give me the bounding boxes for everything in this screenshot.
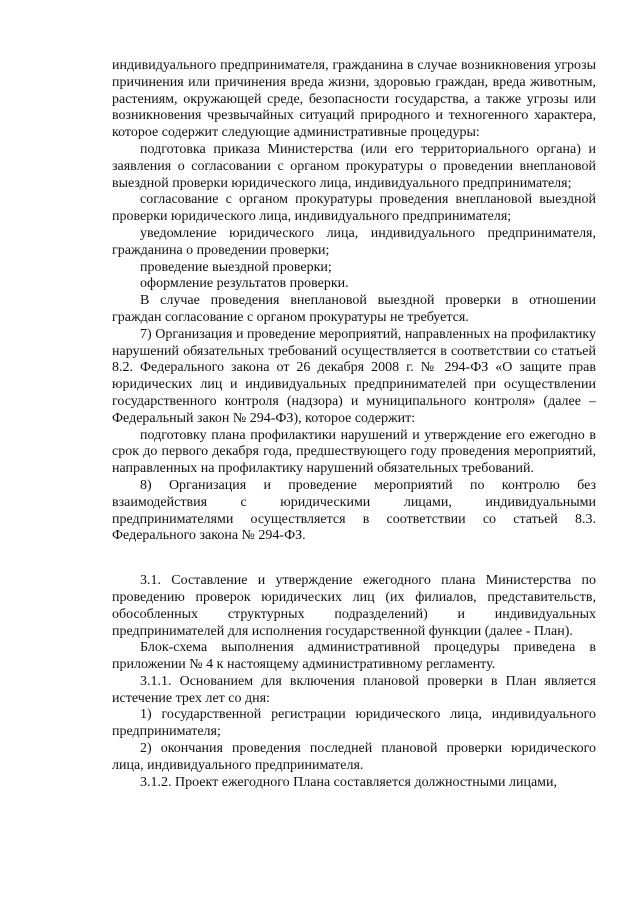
paragraph-item-8: 8) Организация и проведение мероприятий по контролю без взаимодействия с юридическими лицами, индивидуальными предпринимателями осуществляется в соответствии со статьей 8.3. Федерального закона № 294-ФЗ. [112, 477, 596, 544]
paragraph-notification: уведомление юридического лица, индивидуального предпринимателя, гражданина о проведении проверки; [112, 225, 596, 258]
paragraph-prosecutor-approval: согласование с органом прокуратуры проведения внеплановой выездной проверки юридического лица, индивидуального предпринимателя; [112, 192, 596, 225]
paragraph-last-inspection: 2) окончания проведения последней плановой проверки юридического лица, индивидуального предпринимателя. [112, 741, 596, 773]
section-gap [112, 545, 596, 573]
paragraph-onsite-inspection: проведение выездной проверки; [140, 259, 332, 275]
paragraph-flowchart-reference: Блок-схема выполнения административной процедуры приведена в приложении № 4 к настоящему административному регламенту. [112, 640, 596, 673]
paragraph-results: оформление результатов проверки. [140, 276, 349, 292]
paragraph-section-3-1: 3.1. Составление и утверждение ежегодного плана Министерства по проведению проверок юридических лиц (их филиалов, представительств, обособленных структурных подразделений) и индивидуальных предпринимателей для исполнения государственной функции (далее - План). [112, 573, 596, 639]
paragraph-intro: индивидуального предпринимателя, гражданина в случае возникновения угрозы причинения или причинения вреда жизни, здоровью граждан, вреда животным, растениям, окружающей среде, безопасности государства, а также угрозы или возникновения чрезвычайных ситуаций природного и техногенного характера, которое содержит следующие административные процедуры: [112, 58, 596, 141]
paragraph-citizens-exception: В случае проведения внеплановой выездной проверки в отношении граждан согласование с органом прокуратуры не требуется. [112, 293, 596, 325]
paragraph-order-preparation: подготовка приказа Министерства (или его территориального органа) и заявления о согласовании с органом прокуратуры о проведении внеплановой выездной проверки юридического лица, индивидуального предпринимателя; [112, 141, 596, 191]
paragraph-registration: 1) государственной регистрации юридического лица, индивидуального предпринимателя; [112, 707, 596, 740]
paragraph-item-7: 7) Организация и проведение мероприятий, направленных на профилактику нарушений обязательных требований осуществляется в соответствии со статьей 8.2. Федерального закона от 26 декабря 2008 г. № 294-ФЗ «О защите прав юридических лиц и индивидуальных предпринимателей при осуществлении государственного контроля (надзора) и муниципального контроля» (далее – Федеральный закон № 294-ФЗ), которое содержит: [112, 326, 596, 426]
document-page [112, 58, 596, 791]
paragraph-section-3-1-1: 3.1.1. Основанием для включения плановой проверки в План является истечение трех лет со дня: [112, 673, 596, 706]
paragraph-section-3-1-2: 3.1.2. Проект ежегодного Плана составляется должностными лицами, [140, 774, 558, 790]
paragraph-prevention-plan: подготовку плана профилактики нарушений и утверждение его ежегодно в срок до первого декабря года, предшествующего году проведения мероприятий, направленных на профилактику нарушений обязательных требований. [112, 427, 596, 477]
